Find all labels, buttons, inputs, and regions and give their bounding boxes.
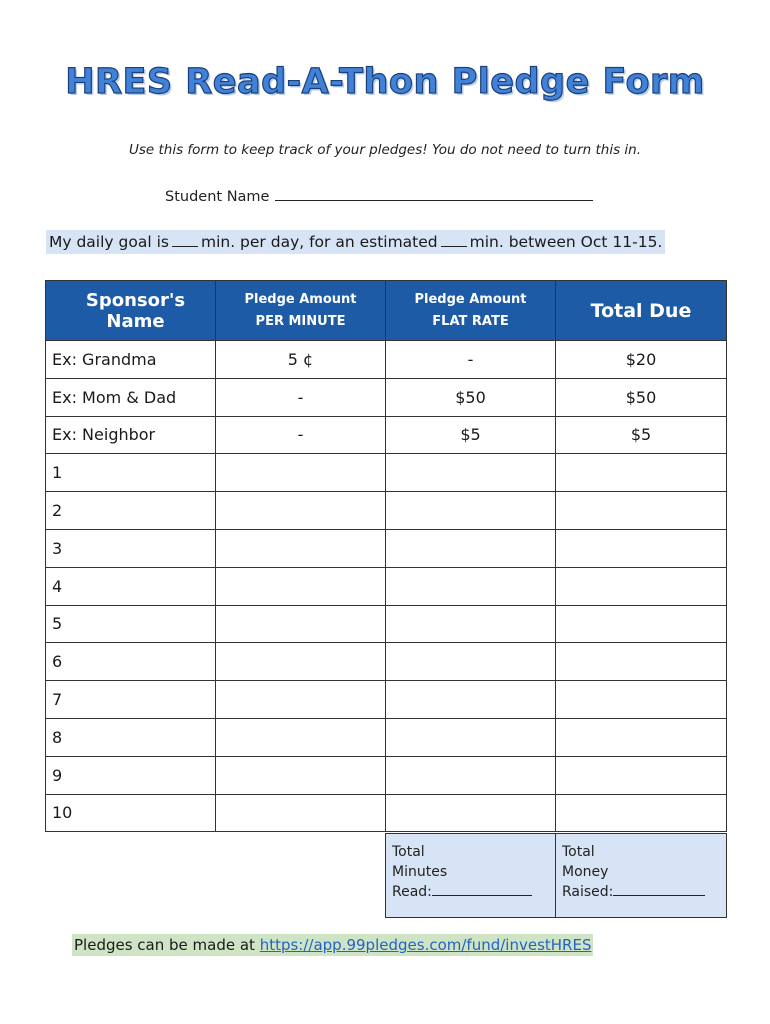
header-total-due: Total Due: [556, 281, 727, 341]
total-due-cell[interactable]: [556, 492, 727, 530]
total-due-cell[interactable]: [556, 681, 727, 719]
total-minutes-label-3: Read:: [392, 884, 432, 900]
pledge-row: [46, 794, 727, 832]
form-instructions: Use this form to keep track of your pledges! You do not need to turn this in.: [128, 142, 641, 158]
example-sponsor-name: Ex: Mom & Dad: [46, 378, 216, 416]
flat-rate-cell[interactable]: [386, 605, 556, 643]
pledge-row: [46, 454, 727, 492]
total-due-cell[interactable]: [556, 605, 727, 643]
per-minute-cell[interactable]: [216, 794, 386, 832]
flat-rate-cell[interactable]: [386, 718, 556, 756]
per-minute-cell[interactable]: [216, 567, 386, 605]
per-minute-cell[interactable]: [216, 756, 386, 794]
flat-rate-cell[interactable]: [386, 643, 556, 681]
row-number: 3: [46, 529, 216, 567]
pledge-link[interactable]: https://app.99pledges.com/fund/investHRES: [259, 936, 592, 954]
flat-rate-cell[interactable]: [386, 492, 556, 530]
goal-text-1: My daily goal is: [49, 233, 169, 251]
example-total-due: $50: [556, 378, 727, 416]
row-number: 6: [46, 643, 216, 681]
total-due-cell[interactable]: [556, 718, 727, 756]
total-money-label-3: Raised:: [562, 884, 614, 900]
pledge-row: [46, 756, 727, 794]
totals-table: [385, 833, 727, 918]
pledge-row: [46, 605, 727, 643]
per-minute-cell[interactable]: [216, 454, 386, 492]
example-row: [46, 378, 727, 416]
header-sponsor-name: Sponsor's Name: [46, 281, 216, 341]
student-name-label: Student Name: [165, 189, 270, 205]
example-per-minute: 5 ¢: [216, 341, 386, 379]
total-due-cell[interactable]: [556, 567, 727, 605]
flat-rate-cell[interactable]: [386, 567, 556, 605]
daily-goal-line: [46, 230, 665, 254]
per-minute-cell[interactable]: [216, 681, 386, 719]
example-total-due: $20: [556, 341, 727, 379]
flat-rate-cell[interactable]: [386, 454, 556, 492]
total-due-cell[interactable]: [556, 756, 727, 794]
total-due-cell[interactable]: [556, 643, 727, 681]
header-per-minute: [216, 281, 386, 341]
example-row: [46, 416, 727, 454]
row-number: 5: [46, 605, 216, 643]
row-number: 1: [46, 454, 216, 492]
per-minute-cell[interactable]: [216, 643, 386, 681]
total-due-cell[interactable]: [556, 529, 727, 567]
daily-goal-blank[interactable]: [172, 234, 198, 247]
pledge-row: [46, 529, 727, 567]
example-sponsor-name: Ex: Grandma: [46, 341, 216, 379]
total-minutes-box[interactable]: [386, 834, 556, 918]
form-title: HRES Read-A-Thon Pledge Form: [65, 62, 705, 102]
row-number: 9: [46, 756, 216, 794]
header-per-minute-line1: Pledge Amount: [244, 291, 357, 307]
pledge-link-text: Pledges can be made at: [74, 936, 260, 954]
per-minute-cell[interactable]: [216, 718, 386, 756]
example-per-minute: -: [216, 378, 386, 416]
row-number: 10: [46, 794, 216, 832]
total-money-label-2: Money: [562, 864, 609, 880]
pledge-table-header: [46, 281, 727, 341]
flat-rate-cell[interactable]: [386, 794, 556, 832]
example-flat-rate: -: [386, 341, 556, 379]
row-number: 4: [46, 567, 216, 605]
row-number: 7: [46, 681, 216, 719]
total-due-cell[interactable]: [556, 454, 727, 492]
example-per-minute: -: [216, 416, 386, 454]
example-row: [46, 341, 727, 379]
row-number: 8: [46, 718, 216, 756]
per-minute-cell[interactable]: [216, 492, 386, 530]
per-minute-cell[interactable]: [216, 605, 386, 643]
pledge-row: [46, 718, 727, 756]
example-flat-rate: $50: [386, 378, 556, 416]
goal-text-3: min. between Oct 11-15.: [469, 233, 663, 251]
row-number: 2: [46, 492, 216, 530]
pledge-table: [45, 280, 727, 832]
total-money-box[interactable]: [556, 834, 727, 918]
total-money-label-1: Total: [562, 844, 595, 860]
example-flat-rate: $5: [386, 416, 556, 454]
total-minutes-blank[interactable]: [432, 883, 532, 896]
total-money-blank[interactable]: [613, 883, 705, 896]
pledge-link-note: [72, 934, 593, 956]
goal-text-2: min. per day, for an estimated: [200, 233, 438, 251]
total-minutes-label-1: Total: [392, 844, 425, 860]
student-name-field[interactable]: [165, 186, 593, 205]
header-flat-rate-line1: Pledge Amount: [414, 291, 527, 307]
example-total-due: $5: [556, 416, 727, 454]
header-flat-rate-line2: FLAT RATE: [432, 313, 509, 329]
flat-rate-cell[interactable]: [386, 529, 556, 567]
pledge-row: [46, 643, 727, 681]
estimated-minutes-blank[interactable]: [441, 234, 467, 247]
flat-rate-cell[interactable]: [386, 681, 556, 719]
pledge-row: [46, 681, 727, 719]
header-flat-rate: [386, 281, 556, 341]
pledge-row: [46, 567, 727, 605]
total-minutes-label-2: Minutes: [392, 864, 448, 880]
flat-rate-cell[interactable]: [386, 756, 556, 794]
per-minute-cell[interactable]: [216, 529, 386, 567]
pledge-row: [46, 492, 727, 530]
student-name-blank[interactable]: [275, 186, 593, 201]
total-due-cell[interactable]: [556, 794, 727, 832]
header-per-minute-line2: PER MINUTE: [255, 313, 346, 329]
example-sponsor-name: Ex: Neighbor: [46, 416, 216, 454]
